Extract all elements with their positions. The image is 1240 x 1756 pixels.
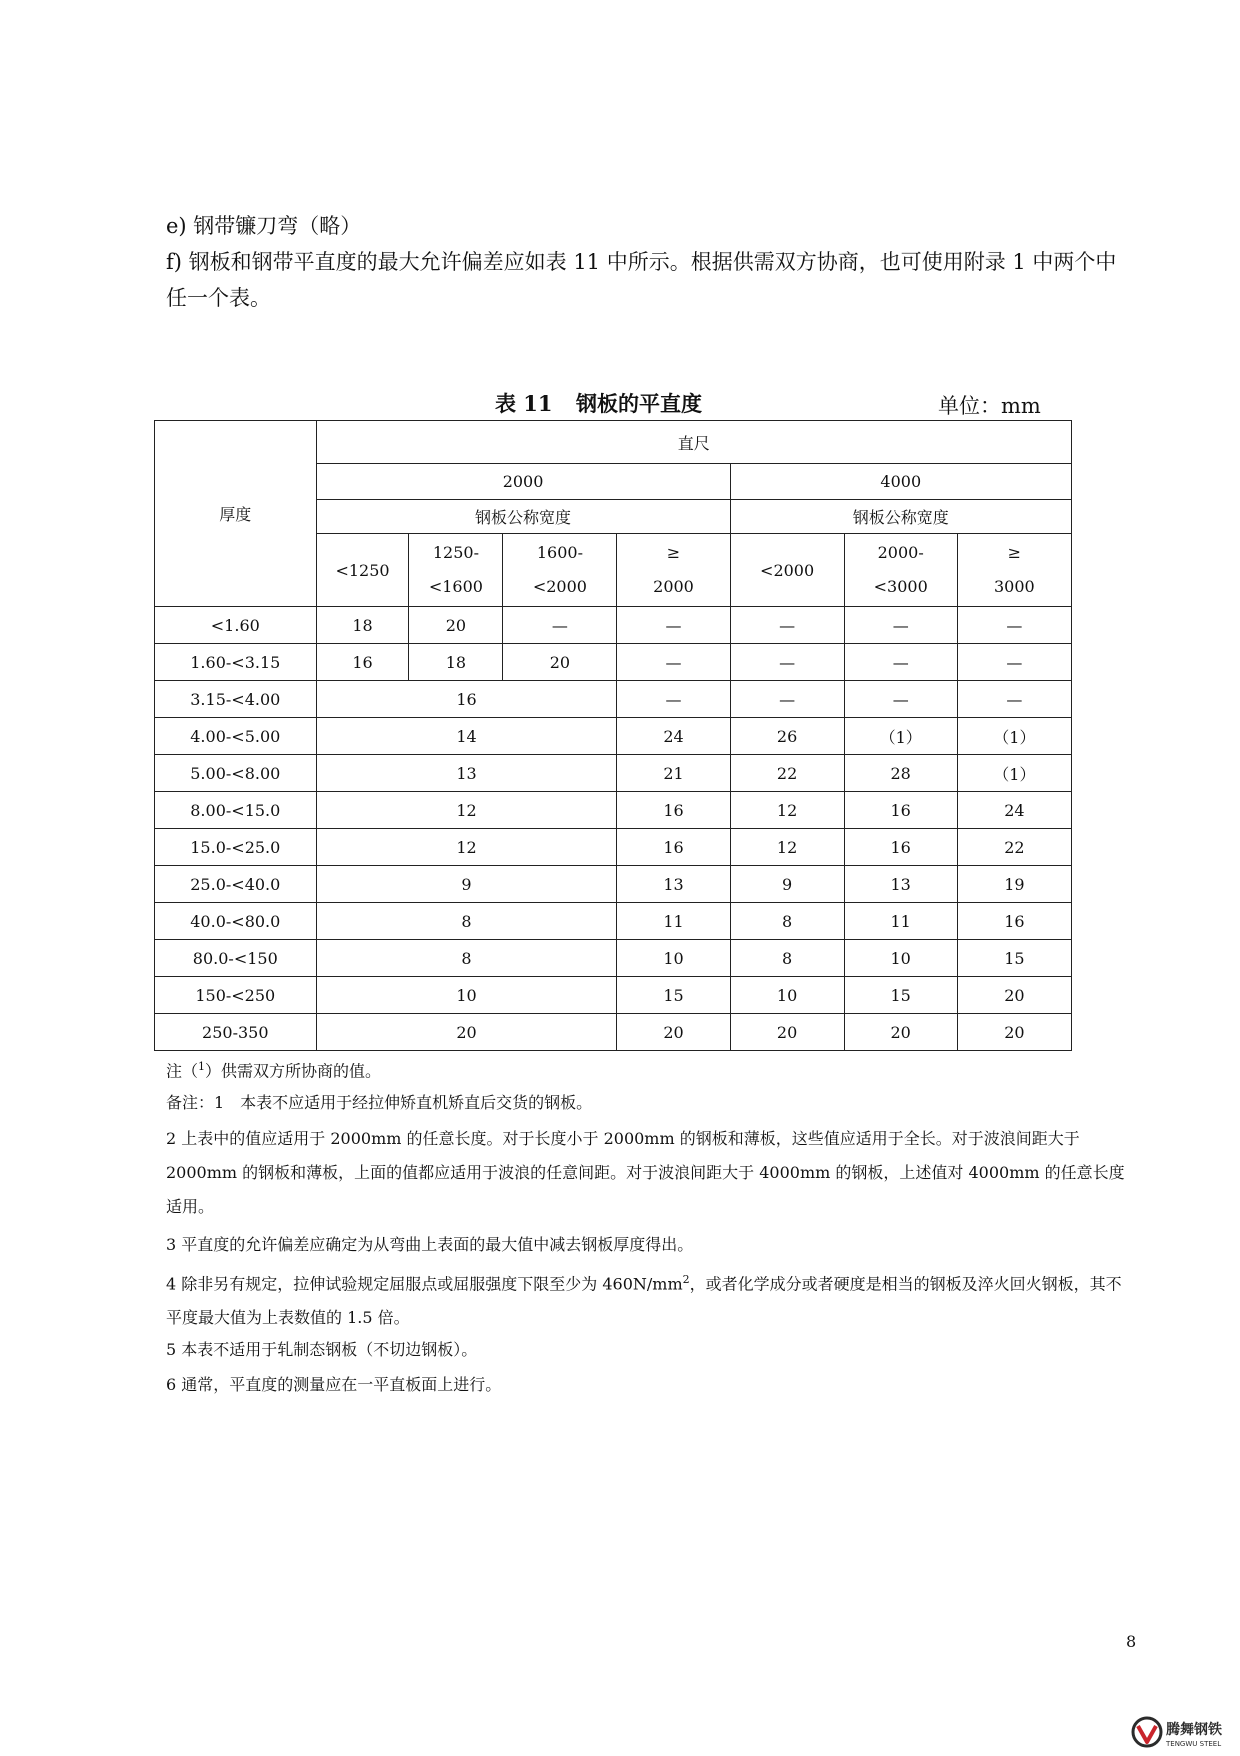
table-cell: 11 xyxy=(617,903,730,940)
table-row xyxy=(155,1014,1072,1051)
table-cell: 8 xyxy=(730,903,844,940)
header-width-3: 1600- <2000 xyxy=(503,534,617,607)
remark-6: 6 通常，平直度的测量应在一平直板面上进行。 xyxy=(166,1375,502,1394)
table-row xyxy=(155,718,1072,755)
table-cell: — xyxy=(844,607,957,644)
table-cell: — xyxy=(730,681,844,718)
footnote: 注（$^1$）供需双方所协商的值。 xyxy=(166,1060,382,1081)
header-ruler: 直尺 xyxy=(316,421,1071,464)
table-cell: 24 xyxy=(617,718,730,755)
table-cell: 16 xyxy=(844,792,957,829)
row-thickness: <1.60 xyxy=(155,607,317,644)
table-row xyxy=(155,644,1072,681)
header-width-label: 钢板公称宽度 xyxy=(316,500,730,534)
table-cell: 16 xyxy=(316,681,617,718)
table-cell: 14 xyxy=(316,718,617,755)
remark-4: 4 除非另有规定，拉伸试验规定屈服点或屈服强度下限至少为 $460N/mm^2$，或者化学成分或者硬度是相当的钢板及淬火回火钢板，其不平度最大值为上表数值的 1.5 倍。 xyxy=(166,1273,1122,1328)
table-caption-title: 钢板的平直度 xyxy=(576,391,702,416)
table-cell: — xyxy=(617,681,730,718)
table-cell: — xyxy=(844,644,957,681)
table-cell: 20 xyxy=(409,607,503,644)
table-cell: — xyxy=(844,681,957,718)
table-cell: 24 xyxy=(957,792,1071,829)
table-row xyxy=(155,607,1072,644)
table-cell: （1） xyxy=(957,755,1071,792)
table-cell: 18 xyxy=(409,644,503,681)
table-cell: 9 xyxy=(316,866,617,903)
row-thickness: 25.0-<40.0 xyxy=(155,866,317,903)
table-cell: 16 xyxy=(957,903,1071,940)
table-cell: （1） xyxy=(844,718,957,755)
row-thickness: 150-<250 xyxy=(155,977,317,1014)
table-cell: 12 xyxy=(730,829,844,866)
table-row xyxy=(155,903,1072,940)
table-cell: 20 xyxy=(503,644,617,681)
table-row xyxy=(155,755,1072,792)
table-cell: 22 xyxy=(957,829,1071,866)
table-cell: 16 xyxy=(316,644,409,681)
remark-1: 备注：1 本表不应适用于经拉伸矫直机矫直后交货的钢板。 xyxy=(166,1093,593,1112)
table-cell: 16 xyxy=(617,792,730,829)
header-width-2: 1250- <1600 xyxy=(409,534,503,607)
header-ruler-4000: 4000 xyxy=(730,464,1071,500)
table-cell: 13 xyxy=(844,866,957,903)
table-cell: 15 xyxy=(617,977,730,1014)
table-cell: — xyxy=(957,681,1071,718)
table-cell: 16 xyxy=(617,829,730,866)
table-cell: 8 xyxy=(730,940,844,977)
paragraph-e: e) 钢带镰刀弯（略） xyxy=(166,214,362,238)
row-thickness: 3.15-<4.00 xyxy=(155,681,317,718)
table-caption-number: 表 11 xyxy=(495,391,553,416)
header-thickness: 厚度 xyxy=(155,421,317,607)
table-cell: 10 xyxy=(617,940,730,977)
table-cell: 10 xyxy=(844,940,957,977)
header-width-1: <1250 xyxy=(316,534,409,607)
row-thickness: 5.00-<8.00 xyxy=(155,755,317,792)
table-cell: 12 xyxy=(730,792,844,829)
table-cell: 13 xyxy=(617,866,730,903)
table-cell: 16 xyxy=(844,829,957,866)
table-cell: 21 xyxy=(617,755,730,792)
table-cell: — xyxy=(730,644,844,681)
table-cell: — xyxy=(957,644,1071,681)
table-cell: 20 xyxy=(316,1014,617,1051)
row-thickness: 250-350 xyxy=(155,1014,317,1051)
table-cell: 22 xyxy=(730,755,844,792)
page-number: 8 xyxy=(1126,1632,1137,1651)
table-cell: （1） xyxy=(957,718,1071,755)
paragraph-f: f) 钢板和钢带平直度的最大允许偏差应如表 11 中所示。根据供需双方协商，也可使用附录 1 中两个中任一个表。 xyxy=(166,250,1117,310)
flatness-table xyxy=(154,420,1072,1051)
table-cell: 13 xyxy=(316,755,617,792)
brand-logo xyxy=(1130,1712,1240,1752)
table-cell: 20 xyxy=(957,977,1071,1014)
logo-name-en: TENGWU STEEL xyxy=(1166,1740,1222,1748)
row-thickness: 15.0-<25.0 xyxy=(155,829,317,866)
row-thickness: 80.0-<150 xyxy=(155,940,317,977)
table-cell: 20 xyxy=(844,1014,957,1051)
table-cell: 10 xyxy=(316,977,617,1014)
table-cell: 15 xyxy=(957,940,1071,977)
table-cell: 8 xyxy=(316,940,617,977)
remark-2: 2 上表中的值应适用于 2000mm 的任意长度。对于长度小于 2000mm 的钢板和薄板，这些值应适用于全长。对于波浪间距大于 2000mm 的钢板和薄板，上面的值都应适用于波浪的任意间距。对于波浪间距大于 4000mm 的钢板，上述值对 4000mm 的任意长度适用。 xyxy=(166,1129,1125,1216)
table-cell: — xyxy=(503,607,617,644)
header-width-5: <2000 xyxy=(730,534,844,607)
row-thickness: 1.60-<3.15 xyxy=(155,644,317,681)
table-cell: 12 xyxy=(316,829,617,866)
table-cell: 9 xyxy=(730,866,844,903)
header-width-7: ≥ 3000 xyxy=(957,534,1071,607)
table-row xyxy=(155,829,1072,866)
table-row xyxy=(155,940,1072,977)
header-width-4: ≥ 2000 xyxy=(617,534,730,607)
table-row xyxy=(155,977,1072,1014)
table-cell: 26 xyxy=(730,718,844,755)
table-cell: 20 xyxy=(957,1014,1071,1051)
table-cell: 20 xyxy=(617,1014,730,1051)
table-cell: 12 xyxy=(316,792,617,829)
header-width-label: 钢板公称宽度 xyxy=(730,500,1071,534)
table-cell: — xyxy=(617,607,730,644)
header-ruler-2000: 2000 xyxy=(316,464,730,500)
row-thickness: 8.00-<15.0 xyxy=(155,792,317,829)
table-cell: 19 xyxy=(957,866,1071,903)
table-cell: 10 xyxy=(730,977,844,1014)
logo-name-cn: 腾舞钢铁 xyxy=(1166,1722,1222,1738)
table-cell: 8 xyxy=(316,903,617,940)
table-row xyxy=(155,792,1072,829)
table-cell: 20 xyxy=(730,1014,844,1051)
table-cell: 28 xyxy=(844,755,957,792)
table-cell: — xyxy=(957,607,1071,644)
remark-5: 5 本表不适用于轧制态钢板（不切边钢板）。 xyxy=(166,1340,478,1359)
table-cell: 11 xyxy=(844,903,957,940)
table-cell: 18 xyxy=(316,607,409,644)
table-row xyxy=(155,866,1072,903)
table-cell: — xyxy=(730,607,844,644)
row-thickness: 4.00-<5.00 xyxy=(155,718,317,755)
tengwu-logo-icon xyxy=(1130,1712,1240,1752)
header-width-6: 2000- <3000 xyxy=(844,534,957,607)
table-cell: 15 xyxy=(844,977,957,1014)
table-cell: — xyxy=(617,644,730,681)
row-thickness: 40.0-<80.0 xyxy=(155,903,317,940)
remark-3: 3 平直度的允许偏差应确定为从弯曲上表面的最大值中减去钢板厚度得出。 xyxy=(166,1235,694,1254)
table-unit: 单位：mm xyxy=(938,394,1041,418)
table-row xyxy=(155,681,1072,718)
